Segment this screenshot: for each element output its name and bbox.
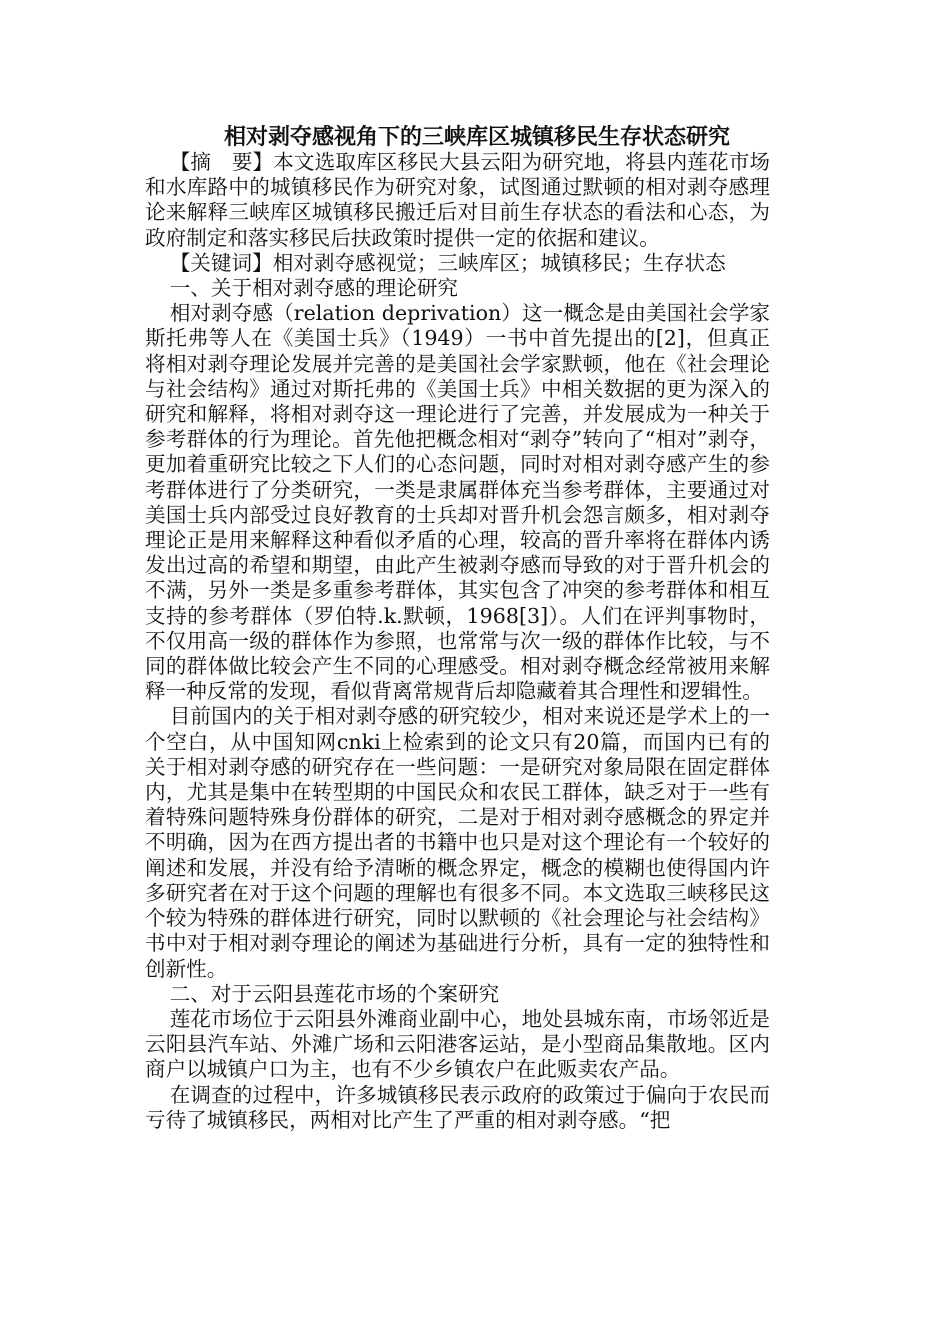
abstract-paragraph: [145, 150, 770, 251]
section-1-heading: 一、关于相对剥夺感的理论研究: [169, 276, 459, 301]
document-title: 相对剥夺感视角下的三峡库区城镇移民生存状态研究: [224, 125, 731, 150]
section-2-heading: 二、对于云阳县莲花市场的个案研究: [169, 981, 500, 1006]
document-body: [145, 150, 770, 1133]
keywords-paragraph: [145, 251, 770, 276]
abstract-label: 【摘 要】: [169, 150, 274, 174]
section-1-paragraph-1: 相对剥夺感（relation deprivation）这一概念是由美国社会学家斯托弗等人在《美国士兵》（1949）一书中首先提出的[2]，但真正将相对剥夺理论发展并完善的是美国社会学家默顿，他在《社会理论与社会结构》通过对斯托弗的《美国士兵》中相关数据的更为深入的研究和解释，将相对剥夺这一理论进行了完善，并发展成为一种关于参考群体的行为理论。首先他把概念相对“剥夺”转向了“相对”剥夺，更加着重研究比较之下人们的心态问题，同时对相对剥夺感产生的参考群体进行了分类研究，一类是隶属群体充当参考群体，主要通过对美国士兵内部受过良好教育的士兵却对晋升机会怨言颇多，相对剥夺理论正是用来解释这种看似矛盾的心理，较高的晋升率将在群体内诱发出过高的希望和期望，由此产生被剥夺感而导致的对于晋升机会的不满，另外一类是多重参考群体，其实包含了冲突的参考群体和相互支持的参考群体（罗伯特.k.默顿，1968[3]）。人们在评判事物时，不仅用高一级的群体作为参照，也常常与次一级的群体作比较，与不同的群体做比较会产生不同的心理感受。相对剥夺概念经常被用来解释一种反常的发现，看似背离常规背后却隐藏着其合理性和逻辑性。: [145, 301, 770, 704]
abstract-text: 本文选取库区移民大县云阳为研究地，将县内莲花市场和水库路中的城镇移民作为研究对象，试图通过默顿的相对剥夺感理论来解释三峡库区城镇移民搬迁后对目前生存状态的看法和心态，为政府制定和落实移民后扶政策时提供一定的依据和建议。: [145, 150, 770, 250]
section-2-paragraph-2: 在调查的过程中，许多城镇移民表示政府的政策过于偏向于农民而亏待了城镇移民，两相对比产生了严重的相对剥夺感。“把: [145, 1082, 770, 1132]
section-1-paragraph-2: 目前国内的关于相对剥夺感的研究较少，相对来说还是学术上的一个空白，从中国知网cnki上检索到的论文只有20篇，而国内已有的关于相对剥夺感的研究存在一些问题：一是研究对象局限在固定群体内，尤其是集中在转型期的中国民众和农民工群体，缺乏对于一些有着特殊问题特殊身份群体的研究，二是对于相对剥夺感概念的界定并不明确，因为在西方提出者的书籍中也只是对这个理论有一个较好的阐述和发展，并没有给予清晰的概念界定，概念的模糊也使得国内许多研究者在对于这个问题的理解也有很多不同。本文选取三峡移民这个较为特殊的群体进行研究，同时以默顿的《社会理论与社会结构》书中对于相对剥夺理论的阐述为基础进行分析，具有一定的独特性和创新性。: [145, 704, 770, 981]
keywords-label: 【关键词】: [169, 250, 273, 275]
section-2-paragraph-1: 莲花市场位于云阳县外滩商业副中心，地处县城东南，市场邻近是云阳县汽车站、外滩广场和云阳港客运站，是小型商品集散地。区内商户以城镇户口为主，也有不少乡镇农户在此贩卖农产品。: [145, 1006, 770, 1082]
keywords-text: 相对剥夺感视觉；三峡库区；城镇移民；生存状态: [272, 250, 726, 275]
